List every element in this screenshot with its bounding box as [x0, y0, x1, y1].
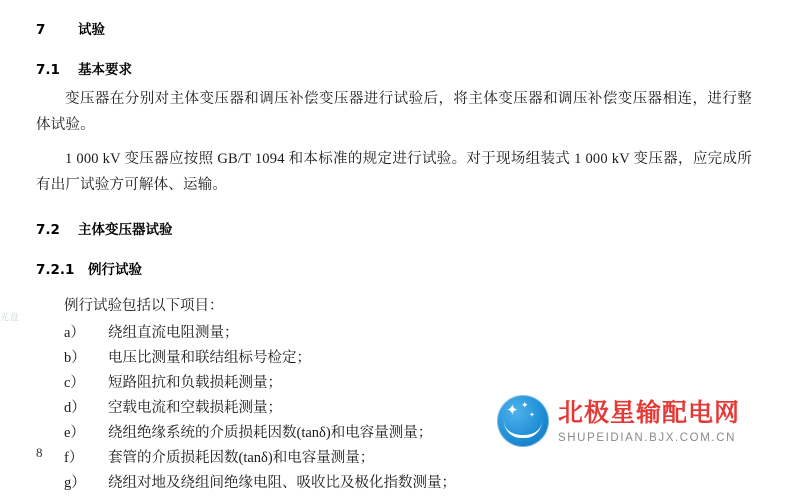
watermark-text-block — [558, 398, 740, 444]
heading-7-number: 7 — [36, 22, 46, 38]
heading-7-title: 试验 — [78, 22, 105, 38]
star-small-icon: ✦ — [529, 411, 535, 419]
paragraph-2: 1 000 kV 变压器应按照 GB/T 1094 和本标准的规定进行试验。对于现场组装式 1 000 kV 变压器，应完成所有出厂试验方可解体、运输。 — [36, 151, 752, 193]
list-lead-text: 例行试验包括以下项目： — [64, 298, 224, 314]
watermark-star-icon — [497, 395, 549, 447]
list-item-marker: a） — [64, 325, 85, 341]
list-item — [64, 471, 752, 496]
heading-7-2-number: 7.2 — [36, 222, 60, 238]
list-item-text: 电压比测量和联结组标号检定； — [108, 350, 311, 366]
watermark-title: 北极星输配电网 — [558, 398, 741, 427]
list-item-marker: d） — [64, 400, 86, 416]
paragraph-1: 变压器在分别对主体变压器和调压补偿变压器进行试验后，将主体变压器和调压补偿变压器相连，进行整体试验。 — [36, 91, 752, 133]
list-item — [64, 321, 752, 346]
list-item-marker: g） — [64, 475, 86, 491]
heading-7 — [36, 18, 752, 38]
list-item-text: 绕组直流电阻测量； — [108, 325, 239, 341]
heading-7-2-1 — [36, 258, 752, 278]
heading-7-2 — [36, 218, 752, 238]
watermark — [497, 388, 777, 454]
heading-7-1 — [36, 58, 752, 78]
heading-7-2-1-number: 7.2.1 — [36, 262, 75, 278]
list-item — [64, 346, 752, 371]
list-item-marker: e） — [64, 425, 85, 441]
list-item-marker: f） — [64, 450, 84, 466]
heading-7-1-title: 基本要求 — [78, 62, 132, 78]
list-item-text: 短路阻抗和负载损耗测量； — [108, 375, 282, 391]
list-item-text: 绕组绝缘系统的介质损耗因数(tanδ)和电容量测量； — [108, 425, 433, 441]
star-medium-icon: ✦ — [521, 400, 529, 410]
star-large-icon: ✦ — [506, 403, 519, 419]
list-item-text: 绕组对地及绕组间绝缘电阻、吸收比及极化指数测量； — [108, 475, 456, 491]
list-item-text: 空载电流和空载损耗测量； — [108, 400, 282, 416]
heading-7-2-title: 主体变压器试验 — [78, 222, 173, 238]
list-item-marker: b） — [64, 350, 86, 366]
heading-7-2-1-title: 例行试验 — [88, 262, 142, 278]
page-number: 8 — [36, 445, 43, 460]
list-item-marker: c） — [64, 375, 85, 391]
arc-shape — [504, 421, 542, 438]
watermark-url: SHUPEIDIAN.BJX.COM.CN — [558, 432, 737, 444]
list-item-text: 套管的介质损耗因数(tanδ)和电容量测量； — [108, 450, 375, 466]
edge-artifact-text: 光盘 — [0, 311, 21, 323]
heading-7-1-number: 7.1 — [36, 62, 60, 78]
